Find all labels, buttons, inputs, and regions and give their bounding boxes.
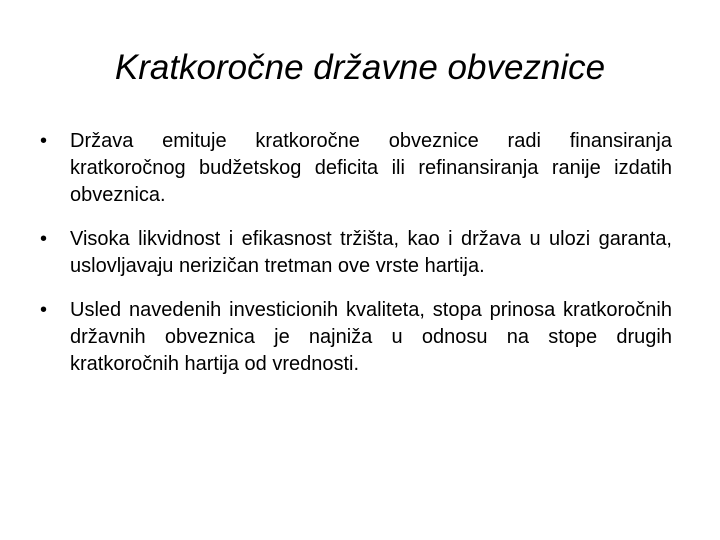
bullet-marker: • bbox=[40, 228, 48, 250]
bullet-text: Država emituje kratkoročne obveznice radi finansiranja kratkoročnog budžetskog deficita ili refinansiranja ranije izdatih obveznica. bbox=[70, 130, 672, 206]
bullet-text: Usled navedenih investicionih kvaliteta, stopa prinosa kratkoročnih državnih obveznica je najniža u odnosu na stope drugih kratkoročnih hartija od vrednosti. bbox=[70, 299, 672, 375]
bullet-marker: • bbox=[40, 299, 48, 321]
bullet-item-2 bbox=[40, 226, 672, 280]
bullet-marker: • bbox=[40, 130, 48, 152]
bullet-item-3 bbox=[40, 297, 672, 378]
bullet-item-1 bbox=[40, 128, 672, 209]
bullet-text: Visoka likvidnost i efikasnost tržišta, kao i država u ulozi garanta, uslovljavaju nerizičan tretman ove vrste hartija. bbox=[70, 228, 672, 277]
bullet-list bbox=[40, 128, 672, 395]
slide-title: Kratkoročne državne obveznice bbox=[114, 48, 606, 87]
